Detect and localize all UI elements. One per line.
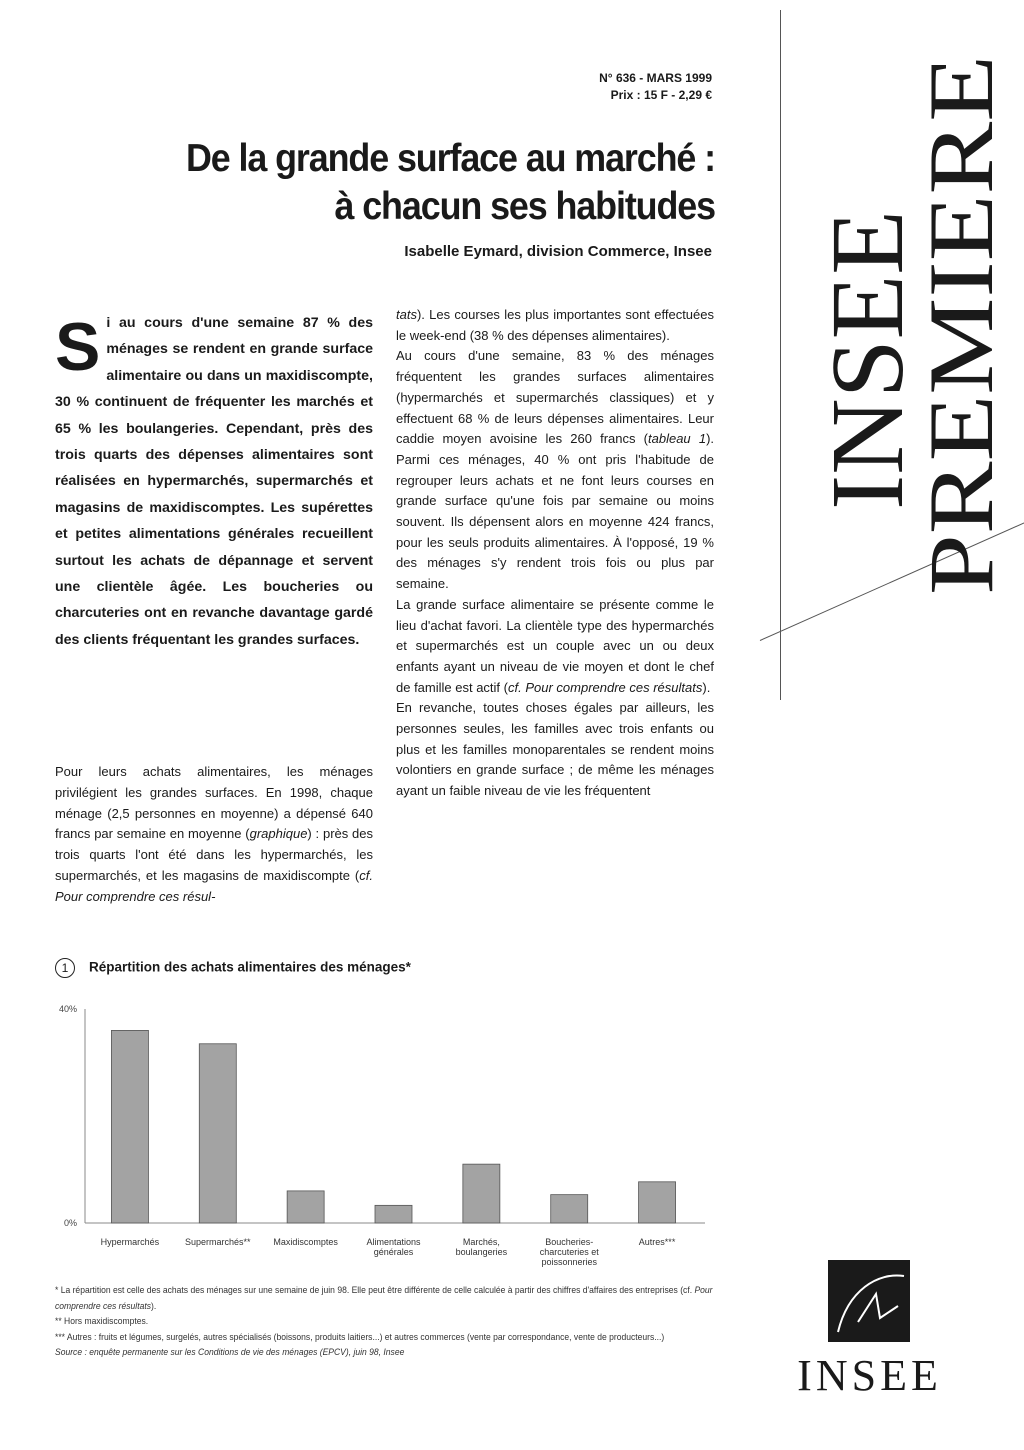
x-tick-label: générales: [373, 1247, 414, 1257]
col2-paragraph-2: [396, 595, 714, 699]
x-tick-label: Maxidiscomptes: [273, 1237, 338, 1247]
text-run-italic: tats: [396, 307, 417, 322]
text-run-italic: tableau 1: [648, 431, 707, 447]
col2-paragraph-0: [396, 305, 714, 346]
x-tick-label: Alimentations: [366, 1237, 421, 1247]
bar: [463, 1164, 500, 1223]
x-tick-label: Hypermarchés: [100, 1237, 160, 1247]
text-run: ).: [702, 679, 711, 695]
bar: [111, 1030, 148, 1223]
text-run-italic: cf. Pour comprendre ces résultats: [508, 679, 703, 695]
text-run-italic: Source : enquête permanente sur les Conditions de vie des ménages (EPCV), juin 98, Insee: [55, 1347, 405, 1358]
text-run: Pour leurs achats alimentaires, les ménages privilégient les grandes surfaces. En 1998, chaque ménage (2,5 personnes en moyenne) a dépensé 640 francs par semaine en moyenne (: [55, 764, 373, 842]
text-run: ).: [151, 1300, 157, 1312]
bar: [551, 1195, 588, 1223]
note-1: [55, 1283, 721, 1314]
x-tick-label: Supermarchés**: [185, 1237, 251, 1247]
figure-notes: [55, 1283, 721, 1361]
y-tick-label: 0%: [63, 1218, 77, 1228]
author-line: Isabelle Eymard, division Commerce, Insee: [404, 243, 712, 260]
bar-chart: [40, 995, 720, 1275]
note-3: *** Autres : fruits et légumes, surgelés, autres spécialisés (boissons, produits laitiers...) et autres commerces (vente par correspondance, vente de producteurs...): [55, 1331, 665, 1343]
bar: [199, 1044, 236, 1223]
brand-word-1: INSEE: [810, 215, 925, 510]
text-run: Au cours d'une semaine, 83 % des ménages fréquentent les grandes surfaces alimentaires (hypermarchés et supermarchés classiques) et y effectuent 68 % de leurs dépenses alimentaires. Leur caddie moyen avoisine les 260 francs (: [396, 348, 714, 447]
x-tick-label: Autres***: [638, 1237, 676, 1247]
drop-cap: S: [55, 309, 101, 385]
text-run: ). Parmi ces ménages, 40 % ont pris l'habitude de regrouper leurs achats et ne font leurs courses en grande surface qu'une fois par semaine ou moins souvent. Ils dépensent alors en moyenne 424 francs, pour les seuls produits alimentaires. À l'opposé, 19 % des ménages s'y rendent trois fois ou plus par semaine.: [396, 431, 715, 592]
text-run-italic: graphique: [249, 826, 308, 842]
brand-vertical: [780, 40, 1024, 600]
bar: [375, 1205, 412, 1223]
text-run: ). Les courses les plus importantes sont effectuées le week-end (38 % des dépenses alimentaires).: [396, 307, 714, 343]
col2-paragraph-1: [396, 346, 714, 594]
brand-word-2: PREMIERE: [910, 140, 1012, 595]
title-line-2: à chacun ses habitudes: [334, 185, 715, 228]
x-tick-label: charcuteries et: [539, 1247, 599, 1257]
lead-text: i au cours d'une semaine 87 % des ménages se rendent en grande surface alimentaire ou dans un maxidiscompte, 30 % continuent de fréquenter les marchés et 65 % les boulangeries. Cependant, près des trois quarts des dépenses alimentaires sont réalisées en hypermarchés, supermarchés et magasins de maxidiscomptes. Les supérettes et petites alimentations générales recueillent surtout les achats de dépannage et servent une clientèle âgée. Les boucheries ou charcuteries ont en revanche davantage gardé des clients fréquentant les grandes surfaces.: [55, 315, 373, 648]
x-tick-label: boulangeries: [455, 1247, 508, 1257]
bar: [287, 1191, 324, 1223]
x-tick-label: Marchés,: [462, 1237, 500, 1247]
lead-paragraph: [55, 310, 373, 653]
page-title: [112, 135, 715, 231]
text-run-italic: cf. Pour comprendre ces résul-: [55, 867, 373, 904]
figure-title: [55, 958, 411, 978]
body-column-2: [396, 305, 714, 802]
text-run: ) : près des trois quarts l'ont été dans les hypermarchés, les supermarchés, et les magasins de maxidiscompte (: [55, 826, 374, 883]
figure-number: 1: [55, 958, 75, 978]
x-tick-label: poissonneries: [541, 1257, 597, 1267]
body-column-1: [55, 762, 373, 908]
logo-symbol-icon: [828, 1260, 910, 1342]
y-tick-label: 40%: [58, 1004, 77, 1014]
issue-number: N° 636 - MARS 1999: [599, 71, 712, 85]
insee-logo-mark: [828, 1260, 910, 1342]
note-2: ** Hors maxidiscomptes.: [55, 1316, 149, 1327]
text-run: La grande surface alimentaire se présente comme le lieu d'achat favori. La clientèle type des hypermarchés et supermarchés est un couple avec un ou deux enfants ayant un niveau de vie moyen et dont le chef de famille est actif (: [396, 596, 714, 695]
bar: [639, 1182, 676, 1223]
x-tick-label: Boucheries-: [545, 1237, 594, 1247]
issue-price: Prix : 15 F - 2,29 €: [610, 88, 712, 102]
text-run: * La répartition est celle des achats des ménages sur une semaine de juin 98. Elle peut être différente de celle calculée à partir des chiffres d'affaires des entreprises (cf.: [55, 1285, 695, 1296]
title-line-1: De la grande surface au marché :: [185, 137, 715, 180]
note-source: [55, 1345, 721, 1361]
text-run-italic: Pour comprendre ces résultats: [55, 1285, 713, 1312]
col1-paragraph: [55, 762, 373, 908]
figure-title-text: Répartition des achats alimentaires des ménages*: [89, 959, 411, 975]
issue-info: [520, 70, 712, 104]
col2-paragraph-3: En revanche, toutes choses égales par ailleurs, les personnes seules, les familles avec trois enfants ou plus et les familles monoparentales se rendent moins volontiers en grande surface ; de même les ménages ayant un faible niveau de vie les fréquentent: [396, 700, 714, 799]
insee-logo-text: INSEE: [797, 1351, 942, 1400]
